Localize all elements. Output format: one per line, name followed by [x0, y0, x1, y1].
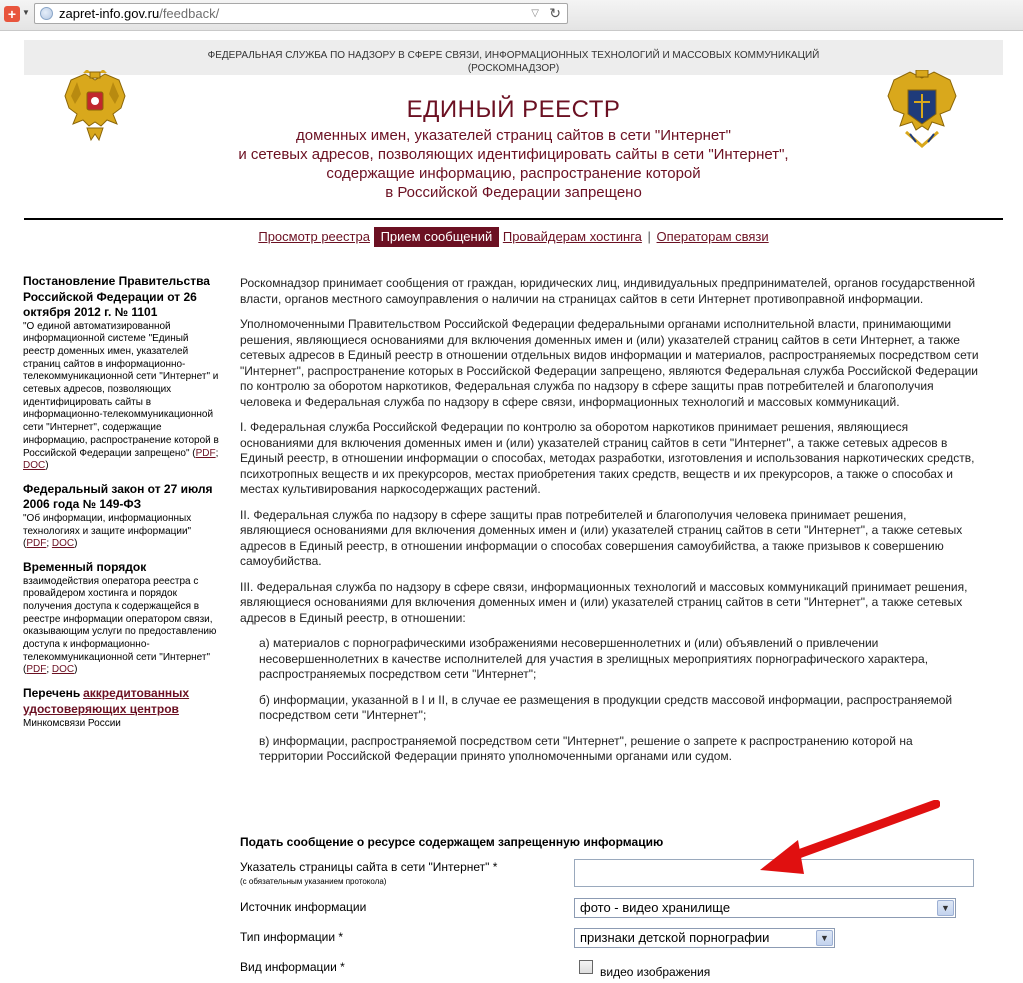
paragraph: I. Федеральная служба Российской Федерации по контролю за оборотом наркотиков принимает решения, являющиеся основаниями для включения доменных имен и (или) указателей страниц сайтов в сети "Интернет", а также сетевых адресов в Единый реестр, в отношении информации о способах, методах разработки, изготовления и использования наркотических средств, психотропных веществ и их прекурсоров, местах приобретения таких средств, веществ и их прекурсоров, а также о способах и местах культивирования наркосодержащих растений.	[240, 420, 975, 496]
reload-icon[interactable]: ↻	[549, 5, 561, 21]
chevron-down-icon[interactable]: ▼	[937, 900, 954, 916]
kind-label: Вид информации *	[240, 960, 345, 974]
video-images-checkbox[interactable]	[579, 960, 593, 974]
type-label: Тип информации *	[240, 930, 344, 944]
url-host: zapret-info.gov.ru	[59, 6, 160, 21]
pdf-link[interactable]: PDF	[26, 664, 47, 676]
agency-line-2: (РОСКОМНАДЗОР)	[467, 63, 560, 74]
chevron-down-icon[interactable]: ▼	[816, 930, 833, 946]
cert-centers-link[interactable]: аккредитованных удостоверяющих центров	[23, 686, 190, 716]
subtitle-line: и сетевых адресов, позволяющих идентифицировать сайты в сети "Интернет",	[238, 146, 789, 163]
video-images-label: видео изображения	[600, 965, 711, 979]
agency-line-1: ФЕДЕРАЛЬНАЯ СЛУЖБА ПО НАДЗОРУ В СФЕРЕ СВЯЗИ, ИНФОРМАЦИОННЫХ ТЕХНОЛОГИЙ И МАССОВЫХ КОММУНИКАЦИЙ	[207, 50, 820, 61]
doc-description: взаимодействия оператора реестра с провайдером хостинга и порядок получения доступа к содержащейся в реестре информации оператором связи, оказывающим услуги по предоставлению доступа к информационно-телекоммуникационной сети "Интернет"	[23, 575, 217, 663]
nav-view-registry[interactable]: Просмотр реестра	[258, 229, 370, 244]
paragraph: Уполномоченными Правительством Российской Федерации федеральными органами исполнительной власти, принимающими решения, являющиеся основаниями для включения доменных имен и (или) указателей страниц сайтов в сети Интернет, а также сетевых адресов в Единый реестр в отношении отдельных видов информации и материалов, распространяемых посредством сети "Интернет", распространение которых в Российской Федерации запрещено, являются Федеральная служба Российской Федерации по контролю за оборотом наркотиков, Федеральная служба по надзору в сфере защиты прав потребителей и благополучия человека и Федеральная служба по надзору в сфере связи, информационных технологий и массовых коммуникаций.	[240, 317, 979, 409]
globe-icon	[40, 7, 53, 20]
doc-link[interactable]: DOC	[51, 538, 75, 550]
sidebar	[23, 274, 219, 739]
source-select[interactable]	[574, 898, 956, 918]
paragraph: II. Федеральная служба по надзору в сфере защиты прав потребителей и благополучия человека принимает решения, являющиеся основаниями для включения доменных имен и (или) указателей страниц сайтов в сети "Интернет", а также сетевых адресов в Единый реестр, в отношении информации о способах совершения самоубийства, а также призывов к совершению самоубийства.	[240, 507, 963, 568]
paragraph: III. Федеральная служба по надзору в сфере связи, информационных технологий и массовых коммуникаций принимает решения, являющиеся основаниями для включения доменных имен и (или) указателей страниц сайтов в сети "Интернет", а также сетевых адресов в Единый реестр, в отношении:	[240, 579, 968, 625]
paragraph: б) информации, указанной в I и II, в случае ее размещения в продукции средств массовой информации, распространяемой посредством сети "Интернет";	[259, 692, 953, 722]
url-label: Указатель страницы сайта в сети "Интернет" *	[240, 860, 498, 874]
doc-title: Постановление Правительства Российской Федерации от 26 октября 2012 г. № 1101	[23, 274, 210, 319]
sidebar-doc-federal-law: Федеральный закон от 27 июля 2006 года № 149-ФЗ "Об информации, информационных технологиях и защите информации" (PDF; DOC)	[23, 482, 219, 551]
subtitle-line: доменных имен, указателей страниц сайтов в сети "Интернет"	[296, 127, 731, 144]
sidebar-doc-temp-procedure: Временный порядок взаимодействия оператора реестра с провайдером хостинга и порядок получения доступа к содержащейся в реестре информации оператором связи, оказывающим услуги по предоставлению доступа к информационно-телекоммуникационной сети "Интернет" (PDF; DOC)	[23, 560, 219, 677]
registry-subtitle	[24, 126, 1003, 202]
pdf-link[interactable]: PDF	[195, 447, 216, 459]
main-content	[240, 276, 980, 775]
doc-title: Временный порядок	[23, 560, 147, 575]
subtitle-line: содержащие информацию, распространение которой	[326, 165, 701, 182]
url-note: (с обязательным указанием протокола)	[240, 877, 387, 886]
addon-plus-icon[interactable]: +	[4, 6, 20, 22]
subtitle-line: в Российской Федерации запрещено	[385, 184, 642, 201]
nav-hosting-providers[interactable]: Провайдерам хостинга	[502, 229, 642, 244]
browser-toolbar	[0, 0, 1023, 31]
pdf-link[interactable]: PDF	[26, 538, 47, 550]
type-select[interactable]	[574, 928, 835, 948]
address-bar[interactable]	[34, 3, 568, 24]
nav-receive-messages[interactable]: Прием сообщений	[374, 227, 500, 247]
nav-separator: |	[647, 229, 651, 244]
url-text[interactable]	[59, 6, 219, 21]
addon-dropdown-icon[interactable]: ▼	[22, 8, 30, 17]
paragraph: а) материалов с порнографическими изображениями несовершеннолетних и (или) объявлений о привлечении несовершеннолетних в качестве исполнителей для участия в зрелищных мероприятиях порнографического характера, распространяемых посредством сети "Интернет";	[259, 636, 929, 681]
doc-title: Перечень	[23, 686, 81, 701]
registry-title: ЕДИНЫЙ РЕЕСТР	[406, 96, 621, 123]
paragraph: в) информации, распространяемой посредством сети "Интернет", решение о запрете к распространению которой на территории Российской Федерации принято уполномоченными органами или судом.	[259, 733, 913, 763]
history-dropdown-icon[interactable]: ▽	[531, 8, 539, 19]
url-path: /feedback/	[159, 6, 220, 21]
sidebar-cert-centers	[23, 686, 219, 730]
nav-telecom-operators[interactable]: Операторам связи	[656, 229, 769, 244]
doc-description: "Об информации, информационных технологиях и защите информации"	[23, 512, 192, 537]
doc-link[interactable]: DOC	[51, 664, 75, 676]
main-nav	[24, 229, 1003, 244]
type-selected-value: признаки детской порнографии	[580, 930, 770, 945]
doc-description: Минкомсвязи России	[23, 717, 121, 729]
source-label: Источник информации	[240, 900, 367, 914]
paragraph: Роскомнадзор принимает сообщения от граждан, юридических лиц, индивидуальных предпринимателей, органов государственной власти, органов местного самоуправления о наличии на страницах сайтов в сети Интернет противоправной информации.	[240, 276, 976, 306]
agency-name	[24, 49, 1003, 75]
doc-link[interactable]: DOC	[23, 460, 46, 472]
doc-description: "О единой автоматизированной информационной системе "Единый реестр доменных имен, указателей страниц сайтов в информационно-телекоммуникационной сети "Интернет" и сетевых адресов, позволяющих идентифицировать сайты в информационно-телекоммуникационной сети "Интернет", содержащие информацию, распространение которой в Российской Федерации запрещено"	[23, 320, 219, 459]
source-selected-value: фото - видео хранилище	[580, 900, 731, 915]
sidebar-doc-resolution: Постановление Правительства Российской Федерации от 26 октября 2012 г. № 1101 "О единой автоматизированной информационной системе "Единый реестр доменных имен, указателей страниц сайтов в информационно-телекоммуникационной сети "Интернет" и сетевых адресов, позволяющих идентифицировать сайты в информационно-телекоммуникационной сети "Интернет", содержащие информацию, распространение которой в Российской Федерации запрещено" (PDF; DOC)	[23, 274, 219, 472]
form-title: Подать сообщение о ресурсе содержащем запрещенную информацию	[240, 835, 664, 849]
doc-title: Федеральный закон от 27 июля 2006 года № 149-ФЗ	[23, 481, 213, 512]
annotation-arrow-icon	[740, 800, 940, 880]
header-divider	[24, 218, 1003, 220]
